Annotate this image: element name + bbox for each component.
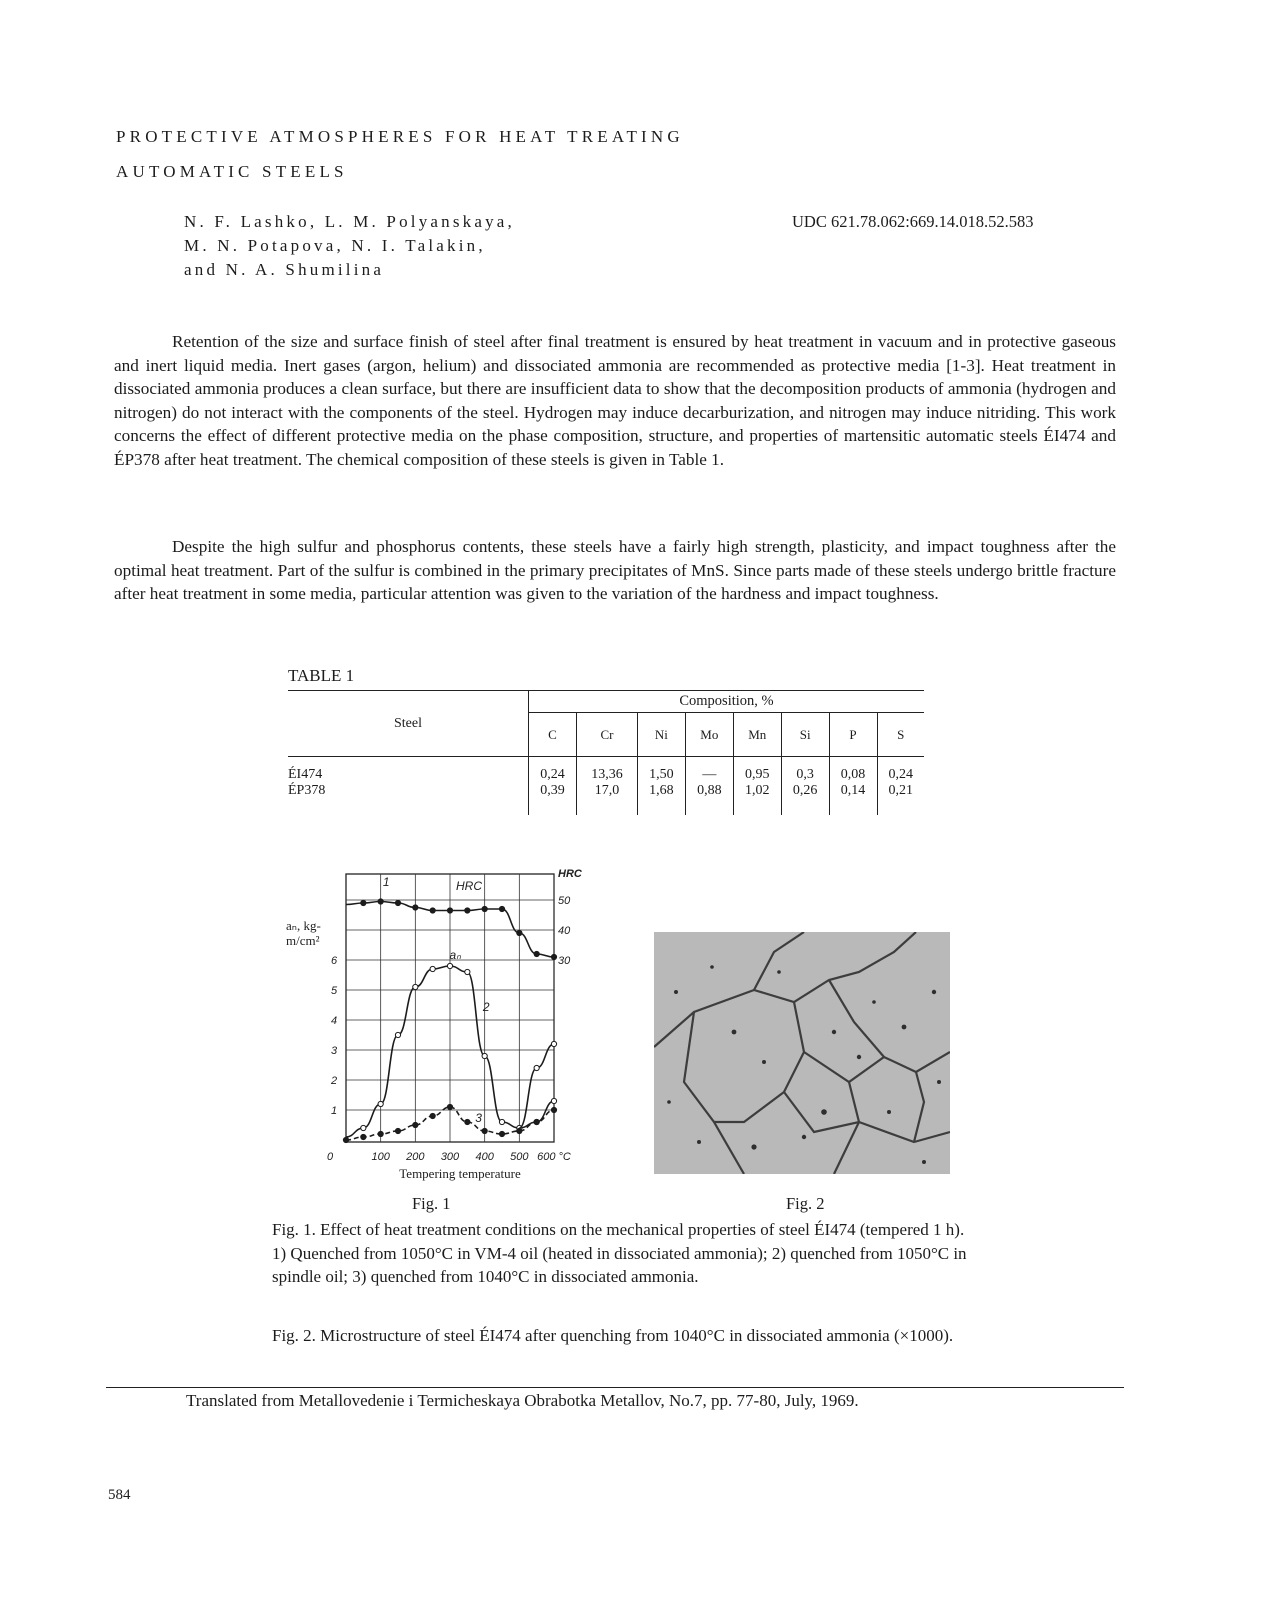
author-list <box>184 210 515 282</box>
title-line-2: AUTOMATIC STEELS <box>116 162 348 181</box>
data-point <box>482 1128 487 1133</box>
y-right-tick-label: 30 <box>558 955 571 967</box>
curve-label: 1 <box>382 875 390 889</box>
table-cell: 0,95 <box>733 757 781 784</box>
table-row <box>288 757 924 784</box>
data-point <box>482 1053 487 1058</box>
x-tick-label: 600 °C <box>537 1151 571 1163</box>
figure-1-chart <box>270 862 600 1192</box>
table-cell: 1,68 <box>637 783 685 815</box>
column-header: Mn <box>733 713 781 757</box>
composition-header: Composition, % <box>529 691 925 713</box>
data-point <box>430 966 435 971</box>
paragraph-1-text: Retention of the size and surface finish of steel after final treatment is ensured by heat treatment in vacuum and in protective gaseous and inert liquid media. Inert gases (argon, helium) and dissociated ammonia are recommended as protective media [1-3]. Heat treatment in dissociated ammonia produces a clean surface, but there are insufficient data to show that the decomposition products of ammonia (hydrogen and nitrogen) do not interact with the components of the steel. Hydrogen may induce decarburization, and nitrogen may induce nitriding. This work concerns the effect of different protective media on the phase composition, structure, and properties of martensitic automatic steels ÉI474 and ÉP378 after heat treatment. The chemical composition of these steels is given in Table 1. <box>114 332 1116 469</box>
column-header: Cr <box>576 713 637 757</box>
data-point <box>430 1113 435 1118</box>
figure-2-label: Fig. 2 <box>786 1194 825 1213</box>
column-header: S <box>897 726 905 742</box>
table-cell: 0,24 <box>529 757 577 784</box>
figure-1-label: Fig. 1 <box>412 1194 451 1213</box>
x-tick-label: 400 <box>475 1151 494 1163</box>
data-point <box>395 1128 400 1133</box>
table-caption: TABLE 1 <box>288 666 355 685</box>
y-left-tick-label: 3 <box>330 1045 338 1057</box>
page-number: 584 <box>108 1487 131 1503</box>
y-right-axis-label: HRC <box>558 868 582 880</box>
data-point <box>447 963 452 968</box>
data-point <box>447 1104 452 1109</box>
curve-label: 2 <box>482 1000 490 1014</box>
steel-name: ÉP378 <box>288 783 529 815</box>
y-left-tick-label: 2 <box>330 1075 338 1087</box>
data-point <box>378 1131 383 1136</box>
column-header: Ni <box>637 713 685 757</box>
curve-label: 3 <box>475 1111 482 1125</box>
author-line-3: and N. A. Shumilina <box>184 260 385 279</box>
data-point <box>361 1134 366 1139</box>
paragraph-2 <box>114 535 1116 606</box>
y-right-tick-label: 50 <box>558 895 571 907</box>
table-cell: 0,21 <box>888 783 913 798</box>
table-cell: 1,50 <box>637 757 685 784</box>
x-tick-label: 0 <box>326 1151 334 1163</box>
steel-header: Steel <box>288 691 529 757</box>
x-axis-label: Tempering temperature <box>399 1166 521 1181</box>
x-tick-label: 200 <box>406 1151 425 1163</box>
data-point <box>378 899 383 904</box>
table-cell: 0,88 <box>685 783 733 815</box>
data-point <box>447 908 452 913</box>
udc-code: UDC 621.78.062:669.14.018.52.583 <box>792 212 1034 231</box>
data-point <box>551 954 556 959</box>
curve-label: HRC <box>456 879 482 893</box>
table-cell: 0,26 <box>781 783 829 815</box>
data-point <box>551 1098 556 1103</box>
table-row <box>288 783 924 815</box>
data-point <box>465 969 470 974</box>
data-point <box>534 951 539 956</box>
data-point <box>465 908 470 913</box>
steel-name: ÉI474 <box>288 757 529 784</box>
table-cell: 0,24 <box>888 767 913 782</box>
figure-2-micrograph <box>654 932 950 1174</box>
data-point <box>413 905 418 910</box>
data-point <box>343 1137 348 1142</box>
y-left-tick-label: 5 <box>330 985 338 997</box>
data-point <box>499 1119 504 1124</box>
paragraph-2-text: Despite the high sulfur and phosphorus contents, these steels have a fairly high strength, plasticity, and impact toughness after the optimal heat treatment. Part of the sulfur is combined in the primary precipitates of MnS. Since parts made of these steels undergo brittle fracture after heat treatment in some media, particular attention was given to the variation of the hardness and impact toughness. <box>114 537 1116 603</box>
table-1 <box>288 690 924 815</box>
data-point <box>534 1065 539 1070</box>
curve-label: aₙ <box>449 948 461 962</box>
data-point <box>395 1032 400 1037</box>
data-point <box>378 1101 383 1106</box>
table-cell: 0,14 <box>829 783 877 815</box>
data-point <box>482 906 487 911</box>
data-point <box>551 1041 556 1046</box>
table-cell: 1,02 <box>733 783 781 815</box>
paragraph-1 <box>114 330 1116 471</box>
figure-2-caption: Fig. 2. Microstructure of steel ÉI474 after quenching from 1040°C in dissociated ammonia (×1000). <box>272 1326 954 1345</box>
data-point <box>517 930 522 935</box>
figure-1-caption: Fig. 1. Effect of heat treatment conditions on the mechanical properties of steel ÉI474 (tempered 1 h). 1) Quenched from 1050°C in VM-4 oil (heated in dissociated ammonia); 2) quenched from 1050°C in spindle oil; 3) quenched from 1040°C in dissociated ammonia. <box>272 1220 967 1286</box>
data-point <box>499 906 504 911</box>
table-cell: 17,0 <box>576 783 637 815</box>
data-point <box>499 1131 504 1136</box>
x-tick-label: 300 <box>440 1151 460 1163</box>
y-right-tick-label: 40 <box>558 925 571 937</box>
footer-rule <box>106 1387 1124 1388</box>
y-left-axis-label: aₙ, kg-m/cm² <box>286 918 321 948</box>
data-point <box>413 1122 418 1127</box>
table-cell: 0,3 <box>781 757 829 784</box>
table-cell: 0,08 <box>829 757 877 784</box>
table-cell: 13,36 <box>576 757 637 784</box>
y-left-tick-label: 6 <box>330 955 338 967</box>
data-point <box>361 1125 366 1130</box>
data-point <box>534 1119 539 1124</box>
x-tick-label: 100 <box>371 1151 390 1163</box>
series-line-2 <box>519 1044 554 1128</box>
data-point <box>465 1119 470 1124</box>
table-cell: — <box>685 757 733 784</box>
author-line-2: M. N. Potapova, N. I. Talakin, <box>184 236 486 255</box>
author-line-1: N. F. Lashko, L. M. Polyanskaya, <box>184 212 515 231</box>
x-tick-label: 500 <box>510 1151 529 1163</box>
column-header: P <box>829 713 877 757</box>
footer-note: Translated from Metallovedenie i Termicheskaya Obrabotka Metallov, No.7, pp. 77-80, July, 1969. <box>186 1391 859 1410</box>
y-left-tick-label: 1 <box>330 1105 338 1117</box>
y-left-tick-label: 4 <box>330 1015 338 1027</box>
data-point <box>551 1107 556 1112</box>
title-line-1: PROTECTIVE ATMOSPHERES FOR HEAT TREATING <box>116 127 684 146</box>
column-header: C <box>529 713 577 757</box>
data-point <box>430 908 435 913</box>
data-point <box>517 1128 522 1133</box>
data-point <box>413 984 418 989</box>
column-header: Si <box>781 713 829 757</box>
table-cell: 0,39 <box>529 783 577 815</box>
data-point <box>361 900 366 905</box>
data-point <box>395 900 400 905</box>
column-header: Mo <box>685 713 733 757</box>
